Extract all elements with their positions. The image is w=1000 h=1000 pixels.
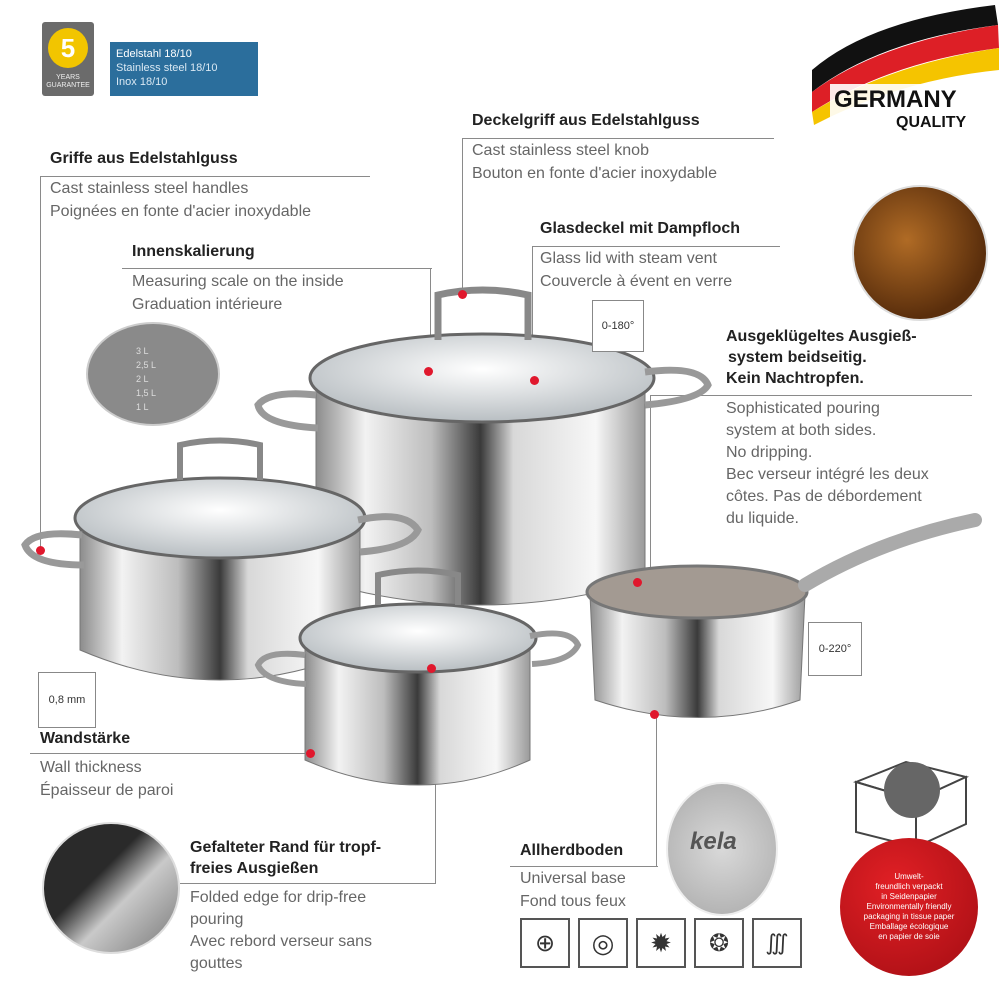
knob-marker [458, 290, 467, 299]
eco-line: freundlich verpackt [875, 882, 943, 891]
brand-logo: kela [690, 828, 737, 855]
warranty-text: YEARS GUARANTEE [46, 74, 90, 89]
scale-mark: 2,5 L [136, 360, 157, 370]
wall-title: Wandstärke [40, 730, 131, 747]
eco-line: Environmentally friendly [866, 902, 952, 911]
quality-subtitle: QUALITY [896, 114, 967, 131]
knob-text-fr: Bouton en fonte d'acier inoxydable [472, 165, 718, 182]
pouring-title-line: Ausgeklügeltes Ausgieß- [726, 328, 917, 345]
rim-line: pouring [190, 911, 244, 928]
base-marker [650, 710, 659, 719]
hob-induction-icon: ✹ [636, 918, 686, 968]
eco-line: Umwelt- [894, 872, 924, 881]
hob-halogen-icon: ❂ [694, 918, 744, 968]
pouring-line: Bec verseur intégré les deux [726, 466, 929, 483]
scale-mark: 2 L [136, 374, 149, 384]
rim-marker [427, 664, 436, 673]
handles-marker [36, 546, 45, 555]
eco-line: packaging in tissue paper [863, 912, 955, 921]
scale-mark: 1,5 L [136, 388, 157, 398]
kela-base-inset [666, 782, 778, 916]
knob-title: Deckelgriff aus Edelstahlguss [472, 112, 700, 129]
base-text-fr: Fond tous feux [520, 893, 626, 910]
scale-mark: 1 L [136, 402, 149, 412]
rim-line: Avec rebord verseur sans [190, 933, 373, 950]
material-line-fr: Inox 18/10 [116, 76, 168, 88]
wall-text-fr: Épaisseur de paroi [40, 782, 174, 799]
rim-line: Folded edge for drip-free [190, 889, 367, 906]
pouring-inset [852, 185, 988, 321]
pouring-line: No dripping. [726, 444, 813, 461]
material-line-de: Edelstahl 18/10 [116, 48, 192, 60]
scale-marks [136, 344, 156, 414]
scale-mark: 3 L [136, 346, 149, 356]
material-line-en: Stainless steel 18/10 [116, 62, 218, 74]
pouring-marker [633, 578, 642, 587]
lid-text-en: Glass lid with steam vent [540, 250, 717, 267]
eco-line: Emballage écologique [869, 922, 949, 931]
wall-text-en: Wall thickness [40, 759, 142, 776]
globe-box-icon [846, 752, 976, 848]
base-text-en: Universal base [520, 870, 626, 887]
stove-icons [520, 918, 802, 968]
hob-ceramic-icon: ⊕ [520, 918, 570, 968]
handles-title: Griffe aus Edelstahlguss [50, 150, 238, 167]
pouring-title-line: system beidseitig. [728, 349, 867, 366]
warranty-years: 5 [48, 28, 88, 68]
knob-text-en: Cast stainless steel knob [472, 142, 649, 159]
pouring-line: côtes. Pas de débordement [726, 488, 922, 505]
pouring-line: du liquide. [726, 510, 799, 527]
scale-marker [424, 367, 433, 376]
pouring-line: system at both sides. [726, 422, 877, 439]
scale-text-fr: Graduation intérieure [132, 296, 283, 313]
pouring-line: Sophisticated pouring [726, 400, 880, 417]
eco-line: en papier de soie [878, 932, 940, 941]
handles-text-en: Cast stainless steel handles [50, 180, 249, 197]
lid-temp-box: 0-180° [592, 300, 644, 352]
hob-electric-icon: ∭ [752, 918, 802, 968]
scale-text-en: Measuring scale on the inside [132, 273, 344, 290]
rim-title-line: freies Ausgießen [190, 860, 319, 877]
wall-marker [306, 749, 315, 758]
pouring-title-line: Kein Nachtropfen. [726, 370, 864, 387]
hob-gas-icon: ◎ [578, 918, 628, 968]
germany-title: GERMANY [834, 86, 957, 113]
base-title: Allherdboden [520, 842, 624, 859]
lid-title: Glasdeckel mit Dampfloch [540, 220, 741, 237]
eco-packaging-badge [840, 838, 978, 976]
wall-thickness-box: 0,8 mm [38, 672, 96, 728]
rim-title-line: Gefalteter Rand für tropf- [190, 839, 382, 856]
lid-marker [530, 376, 539, 385]
handles-text-fr: Poignées en fonte d'acier inoxydable [50, 203, 312, 220]
rim-line: gouttes [190, 955, 243, 972]
pan-temp-box: 0-220° [808, 622, 862, 676]
scale-title: Innenskalierung [132, 243, 255, 260]
folded-rim-inset [42, 822, 180, 954]
measuring-scale-inset [86, 322, 220, 426]
lid-text-fr: Couvercle à évent en verre [540, 273, 733, 290]
eco-line: in Seidenpapier [881, 892, 937, 901]
